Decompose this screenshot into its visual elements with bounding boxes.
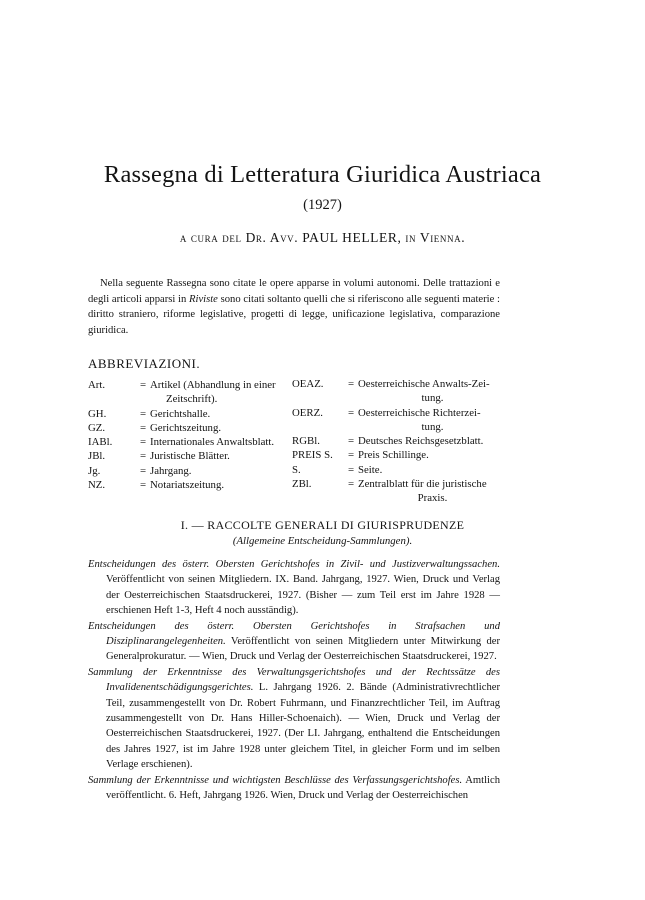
abbreviation-value-line2: tung. bbox=[421, 420, 444, 433]
equals-sign: = bbox=[139, 436, 147, 449]
abbreviation-value: Jahrgang. bbox=[150, 464, 192, 477]
abbreviation-value-line1: Zentralblatt für die juristische bbox=[358, 478, 487, 491]
entry-title: Sammlung der Erkenntnisse und wichtigsten Beschlüsse des Verfassungsgerichtshofes. bbox=[88, 774, 463, 786]
intro-emphasis: Riviste bbox=[189, 293, 218, 305]
equals-sign: = bbox=[347, 435, 355, 448]
abbreviation-value-line1: Artikel (Abhandlung in einer bbox=[150, 379, 276, 391]
abbreviation-value-line2: tung. bbox=[421, 392, 444, 405]
abbreviation-key: OEAZ. bbox=[292, 378, 324, 390]
abbreviation-value-line2: Zeitschrift). bbox=[166, 393, 218, 406]
abbreviation-row bbox=[292, 448, 507, 462]
editor-degree: Dr. Avv. bbox=[245, 230, 299, 245]
entry-title: Sammlung der Erkenntnisse des Verwaltungsgerichtshofes und der Rechtssätze des Invalidenentschädigungsgerichtes. bbox=[88, 666, 500, 694]
abbreviation-value bbox=[358, 377, 507, 406]
entry-details: L. Jahrgang 1926. 2. Bände (Administrativrechtlicher Teil, zusammengestellt von Dr. Robert Fuhrmann, und Finanzrechtlicher Teil, im Auftrag zusammengestellt von Dr. Hans Hiller-Schoenaich). — Wien, Druck und Verlag der Oesterreichischen Staatsdruckerei, 1927. (Der LI. Jahrgang, enthaltend die Entscheidungen des Jahres 1927, ist im Jahre 1928 unter gleichem Titel, in gleicher Form und im selben Verlage erschienen). bbox=[106, 682, 500, 771]
abbreviation-key: GZ. bbox=[88, 421, 106, 434]
abbreviation-key: PREIS S. bbox=[292, 449, 333, 462]
abbreviation-row bbox=[88, 478, 288, 492]
abbreviation-value bbox=[358, 477, 507, 506]
bibliography-entry bbox=[88, 619, 500, 665]
bibliography-entry bbox=[88, 557, 500, 619]
abbreviation-key: OERZ. bbox=[292, 406, 323, 419]
abbreviation-row bbox=[292, 406, 507, 435]
abbreviations-heading: ABBREVIAZIONI. bbox=[88, 356, 201, 371]
abbreviation-value: Notariatszeitung. bbox=[150, 479, 225, 492]
entry-title: Entscheidungen des österr. Obersten Gerichtshofes in Strafsachen und Disziplinarangelegenheiten. bbox=[88, 620, 500, 648]
abbreviation-value: Deutsches Reichsgesetzblatt. bbox=[358, 435, 484, 448]
equals-sign: = bbox=[347, 478, 355, 491]
section-subtitle: (Allgemeine Entscheidung-Sammlungen). bbox=[232, 535, 413, 547]
intro-paragraph: Nella seguente Rassegna sono citate le opere apparse in volumi autonomi. Delle trattazioni e degli articoli apparsi in Riviste sono citati soltanto quelli che si riferiscono alle seguenti materie : diritto straniero, riforme legislative, progetti di legge, unificazione legislativa, comparazione giuridica. bbox=[88, 278, 500, 336]
equals-sign: = bbox=[139, 421, 147, 434]
abbreviation-value: Seite. bbox=[358, 463, 383, 476]
bibliography-entry bbox=[88, 773, 500, 804]
section-title: I. — RACCOLTE GENERALI DI GIURISPRUDENZE bbox=[180, 518, 465, 532]
abbreviation-row bbox=[88, 435, 288, 449]
abbreviation-row bbox=[88, 407, 288, 421]
abbreviation-key: ZBl. bbox=[292, 478, 312, 491]
abbreviation-row bbox=[292, 463, 507, 477]
abbreviation-value: Internationales Anwaltsblatt. bbox=[150, 436, 275, 449]
equals-sign: = bbox=[347, 463, 355, 476]
bibliography-entry bbox=[88, 665, 500, 773]
equals-sign: = bbox=[139, 479, 147, 492]
editor-line bbox=[0, 230, 645, 246]
editor-place: in Vienna. bbox=[405, 230, 466, 245]
equals-sign: = bbox=[347, 406, 355, 419]
editor-name: PAUL HELLER, bbox=[302, 230, 402, 245]
equals-sign: = bbox=[347, 449, 355, 462]
equals-sign: = bbox=[139, 450, 147, 463]
abbreviation-row bbox=[88, 464, 288, 478]
page-title: Rassegna di Letteratura Giuridica Austriaca bbox=[103, 161, 542, 188]
abbreviation-row bbox=[292, 477, 507, 506]
abbreviations-right-column bbox=[292, 377, 507, 506]
entry-details: Veröffentlicht von seinen Mitgliedern unter Mitwirkung der Generalprokuratur. — Wien, Druck und Verlag der Oesterreichischen Staatsdruckerei, 1927. bbox=[106, 636, 500, 663]
abbreviation-key: GH. bbox=[88, 407, 107, 420]
abbreviation-row bbox=[88, 449, 288, 463]
bibliography-entries bbox=[88, 557, 500, 804]
year: (1927) bbox=[303, 197, 342, 213]
abbreviation-key: Jg. bbox=[88, 464, 101, 477]
entry-details: Amtlich veröffentlicht. 6. Heft, Jahrgang 1926. Wien, Druck und Verlag der Oesterreichischen bbox=[106, 774, 500, 802]
abbreviation-row bbox=[88, 421, 288, 435]
abbreviation-value-line2: Praxis. bbox=[417, 492, 448, 505]
abbreviation-row bbox=[292, 434, 507, 448]
abbreviation-row bbox=[88, 378, 288, 407]
entry-title: Entscheidungen des österr. Obersten Gerichtshofes in Zivil- und Justizverwaltungssachen. bbox=[88, 559, 500, 570]
abbreviation-key: RGBl. bbox=[292, 435, 320, 448]
abbreviation-value: Gerichtshalle. bbox=[150, 407, 211, 420]
abbreviation-value-line1: Oesterreichische Richterzei- bbox=[358, 406, 481, 419]
equals-sign: = bbox=[347, 378, 355, 390]
abbreviation-key: Art. bbox=[88, 379, 106, 391]
editor-prefix: a cura del bbox=[179, 230, 242, 245]
abbreviation-value-line1: Oesterreichische Anwalts-Zei- bbox=[358, 378, 490, 390]
abbreviation-row bbox=[292, 377, 507, 406]
abbreviation-value: Gerichtszeitung. bbox=[150, 421, 222, 434]
equals-sign: = bbox=[139, 464, 147, 477]
abbreviation-key: NZ. bbox=[88, 479, 106, 492]
abbreviation-key: IABl. bbox=[88, 436, 113, 449]
abbreviation-key: S. bbox=[292, 463, 301, 476]
equals-sign: = bbox=[139, 379, 147, 391]
abbreviation-value bbox=[150, 378, 288, 407]
abbreviation-value: Juristische Blätter. bbox=[150, 450, 230, 463]
abbreviations-left-column bbox=[88, 378, 288, 492]
entry-details: Veröffentlicht von seinen Mitgliedern. IX. Band. Jahrgang, 1927. Wien, Druck und Verlag der Oesterreichischen Staatsdruckerei, 1927. (Bisher — zum Teil erst im Jahre 1928 — erschienen Heft 1-3, Heft 4 noch ausständig). bbox=[106, 574, 500, 617]
abbreviation-key: JBl. bbox=[88, 450, 106, 463]
equals-sign: = bbox=[139, 407, 147, 420]
abbreviation-value bbox=[358, 406, 507, 435]
abbreviation-value: Preis Schillinge. bbox=[358, 449, 429, 462]
